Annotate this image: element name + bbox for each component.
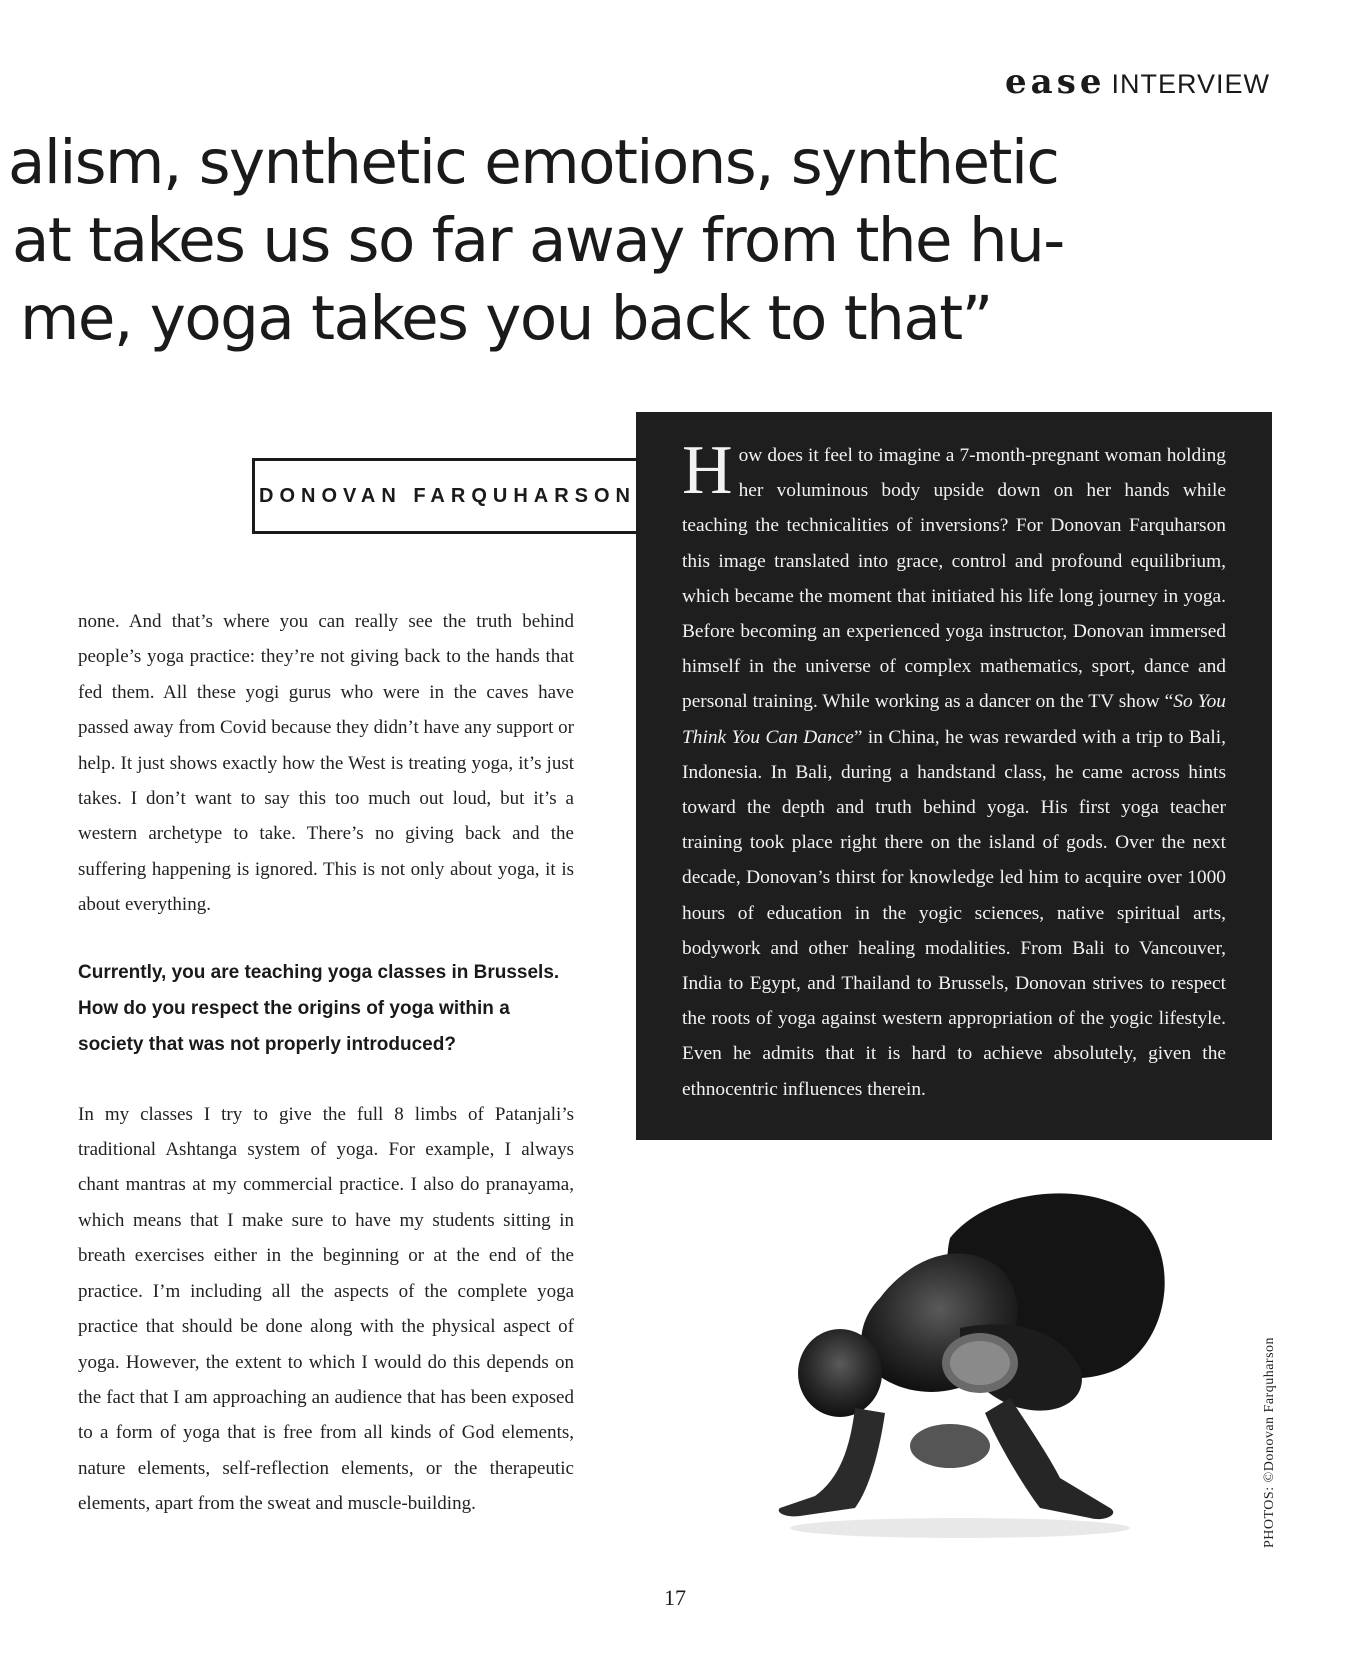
magazine-brand: ease (1005, 62, 1106, 102)
interviewee-name: DONOVAN FARQUHARSON (259, 484, 636, 507)
show-title: So You Think You Can Dance (682, 691, 1226, 748)
pull-quote-headline (0, 124, 1300, 358)
masthead (1005, 62, 1270, 102)
intro-box (636, 412, 1272, 1140)
body-column (78, 604, 574, 1522)
body-paragraph-1: none. And that’s where you can really see the truth behind people’s yoga practice: they’re not giving back to the hands that fed them. All these yogi gurus who were in the caves have passed away from Covid because they didn’t have any support or help. It just shows exactly how the West is treating yoga, it’s just takes. I don’t want to say this too much out loud, but it’s a western archetype to take. There’s no giving back and the suffering happening is ignored. This is not only about yoga, it is about everything. (78, 611, 574, 916)
body-paragraph-2: In my classes I try to give the full 8 limbs of Patanjali’s traditional Ashtanga system of yoga. For example, I always chant mantras at my commercial practice. I also do pranayama, which means that I make sure to have my students sitting in breath exercises either in the beginning or at the end of the practice. I’m including all the aspects of the complete yoga practice that should be done along with the physical aspect of yoga. However, the extent to which I would do this depends on the fact that I am approaching an audience that has been exposed to a form of yoga that is free from all kinds of God elements, nature elements, self-reflection elements, or the therapeutic elements, apart from the sweat and muscle-building. (78, 1103, 574, 1515)
headline-line-2: at takes us so far away from the hu- (12, 205, 1064, 276)
yoga-pose-photo (760, 1178, 1200, 1558)
headline-line-3: me, yoga takes you back to that” (20, 283, 992, 354)
photo-credit: PHOTOS: ©Donovan Farquharson (1262, 1336, 1277, 1548)
interview-question: Currently, you are teaching yoga classes in Brussels. How do you respect the origins of yoga within a society that was not properly introduced? (78, 961, 560, 1055)
section-label: INTERVIEW (1111, 69, 1270, 99)
intro-text (682, 432, 1226, 1107)
page-number: 17 (664, 1585, 686, 1610)
intro-text-part-1: ow does it feel to imagine a 7-month-pregnant woman holding her voluminous body upside down on her hands while teaching the technicalities of inversions? For Donovan Farquharson this image translated into grace, control and profound equilibrium, which became the moment that initiated his life long journey in yoga. Before becoming an experienced yoga instructor, Donovan immersed himself in the universe of complex mathematics, sport, dance and personal training. While working as a dancer on the TV show “ (682, 445, 1226, 713)
intro-text-part-2: ” in China, he was rewarded with a trip to Bali, Indonesia. In Bali, during a handstand class, he came across hints toward the depth and truth behind yoga. His first yoga teacher training took place right there on the island of gods. Over the next decade, Donovan’s thirst for knowledge led him to acquire over 1000 hours of education in the yogic sciences, native spiritual arts, bodywork and other healing modalities. From Bali to Vancouver, India to Egypt, and Thailand to Brussels, Donovan strives to respect the roots of yoga against western appropriation of the yogic lifestyle. Even he admits that it is hard to achieve absolutely, given the ethnocentric influences therein. (682, 726, 1226, 1100)
headline-line-1: alism, synthetic emotions, synthetic (8, 127, 1059, 198)
drop-cap: H (682, 432, 733, 509)
interviewee-name-box (252, 458, 640, 534)
